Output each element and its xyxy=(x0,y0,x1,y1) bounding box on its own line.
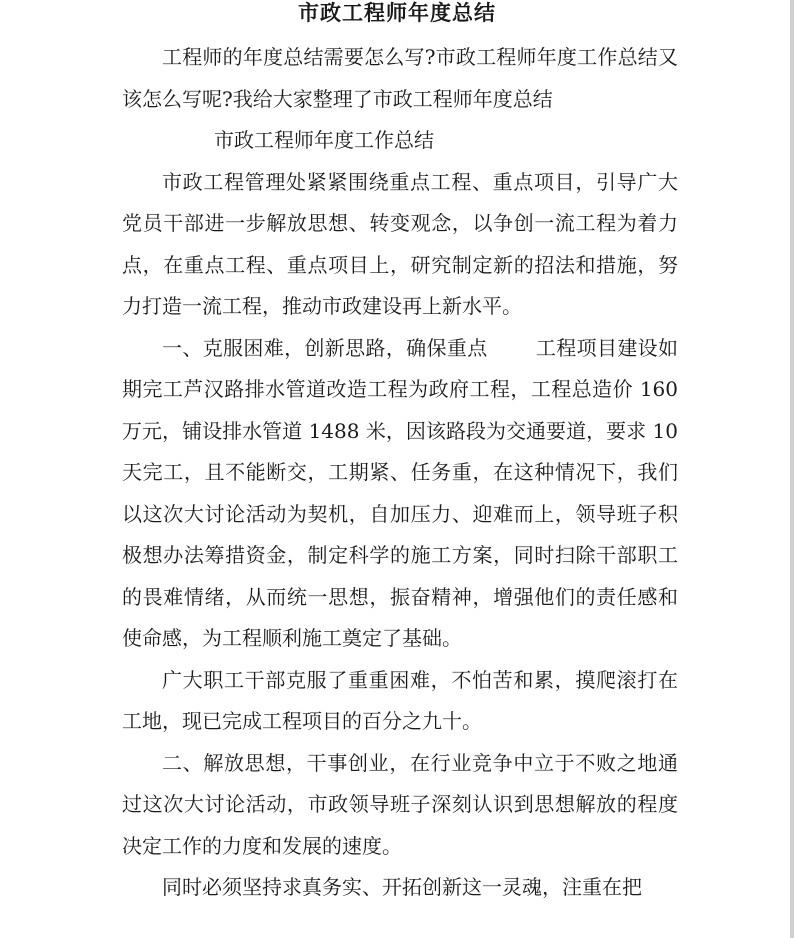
intro-paragraph: 工程师的年度总结需要怎么写?市政工程师年度工作总结又该怎么写呢?我给大家整理了市政工程师年度总结 xyxy=(122,45,678,111)
section-one-text: 工程项目建设如期完工芦汉路排水管道改造工程为政府工程，工程总造价 160 万元，铺设排水管道 1488 米，因该路段为交通要道，要求 10 天完工，且不能断交，工期紧、任务重，在这种情况下，我们以这次大讨论活动为契机，自加压力、迎难而上，领导班子积极想办法筹措资金，制定科学的施工方案，同时扫除干部职工的畏难情绪，从而统一思想，振奋精神，增强他们的责任感和使命感，为工程顺利施工奠定了基础。 xyxy=(122,335,679,650)
paragraph-progress: 广大职工干部克服了重重困难，不怕苦和累，摸爬滚打在工地，现已完成工程项目的百分之九十。 xyxy=(122,667,678,733)
paragraph-continuation: 同时必须坚持求真务实、开拓创新这一灵魂，注重在把 xyxy=(162,875,642,899)
document-title: 市政工程师年度总结 xyxy=(298,1,496,25)
document-body xyxy=(122,37,678,909)
paragraph-section-two: 二、解放思想，干事创业，在行业竞争中立于不败之地通过这次大讨论活动，市政领导班子深刻认识到思想解放的程度决定工作的力度和发展的速度。 xyxy=(122,750,678,858)
paragraph-section-one xyxy=(122,328,678,660)
page-edge-divider xyxy=(790,0,794,938)
paragraph-overview: 市政工程管理处紧紧围绕重点工程、重点项目，引导广大党员干部进一步解放思想、转变观念，以争创一流工程为着力点，在重点工程、重点项目上，研究制定新的招法和措施，努力打造一流工程，推动市政建设再上新水平。 xyxy=(122,169,678,318)
section-subtitle: 市政工程师年度工作总结 xyxy=(214,128,434,152)
section-one-heading: 一、克服困难，创新思路，确保重点 xyxy=(162,335,488,360)
